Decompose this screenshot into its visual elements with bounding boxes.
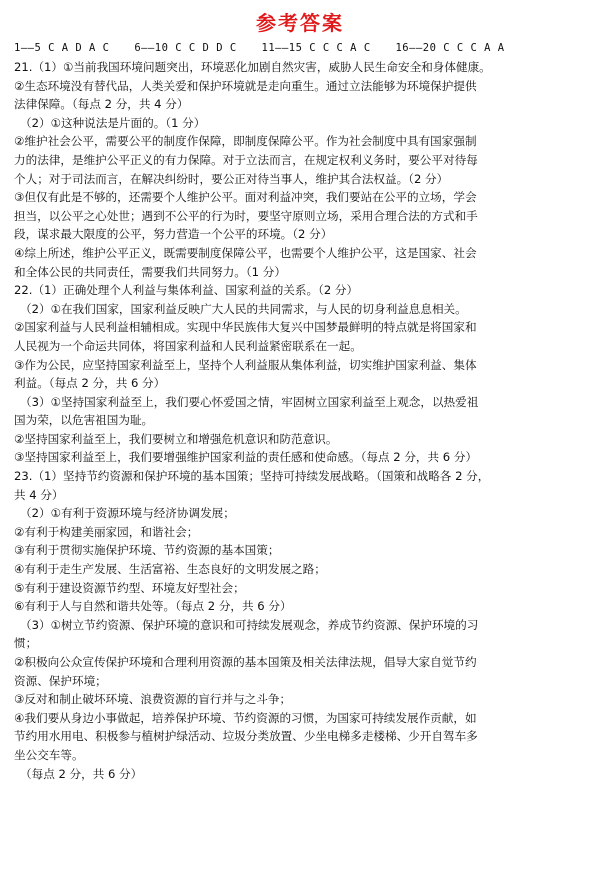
text-line: （3）①树立节约资源、保护环境的意识和可持续发展观念，养成节约资源、保护环境的习: [20, 617, 479, 632]
text-line: 22.（1）正确处理个人利益与集体利益、国家利益的关系。（2 分）: [14, 283, 359, 298]
text-line: 段，谋求最大限度的公平，努力营造一个公平的环境。（2 分）: [14, 227, 333, 242]
text-line: （每点 2 分，共 6 分）: [20, 766, 143, 781]
text-line: （2）①有利于资源环境与经济协调发展；: [20, 506, 235, 521]
answer-group: 16——20 C C C A A: [395, 42, 505, 54]
text-line: ③作为公民，应坚持国家利益至上，坚持个人利益服从集体利益，切实维护国家利益、集体: [14, 357, 477, 372]
text-line: ⑤有利于建设资源节约型、环境友好型社会；: [14, 580, 245, 595]
text-line: 国为荣，以危害祖国为耻。: [14, 413, 154, 428]
text-line: ④综上所述，维护公平正义，既需要制度保障公平，也需要个人维护公平，这是国家、社会: [14, 245, 477, 260]
answer-group: 6——10 C C D D C: [134, 42, 237, 54]
answer-body: [14, 58, 586, 783]
text-line: ③坚持国家利益至上，我们要增强维护国家利益的责任感和使命感。（每点 2 分，共 6 分）: [14, 450, 478, 465]
text-line: ⑥有利于人与自然和谐共处等。（每点 2 分，共 6 分）: [14, 599, 292, 614]
text-line: ②维护社会公平，需要公平的制度作保障，即制度保障公平。作为社会制度中具有国家强制: [14, 134, 477, 149]
text-line: ②坚持国家利益至上，我们要树立和增强危机意识和防范意识。: [14, 431, 338, 446]
answer-group: 11——15 C C C A C: [261, 42, 371, 54]
text-line: ②积极向公众宣传保护环境和合理利用资源的基本国策及相关法律法规，倡导大家自觉节约: [14, 655, 477, 669]
text-line: 担当，以公平之心处世；遇到不公平的行为时，要坚守原则立场，采用合理合法的方式和手: [14, 208, 478, 223]
text-line: ②有利于构建美丽家园，和谐社会；: [14, 524, 199, 539]
text-line: 个人；对于司法而言，在解决纠纷时，要公正对待当事人，维护其合法权益。（2 分）: [14, 171, 449, 186]
text-line: 21.（1）①当前我国环境问题突出，环境恶化加剧自然灾害，威胁人民生命安全和身体健康。: [14, 60, 491, 74]
page-title: 参考答案: [256, 11, 344, 35]
answer-group: 1——5 C A D A C: [14, 42, 110, 54]
text-line: 资源、保护环境；: [14, 673, 107, 688]
text-line: （2）①这种说法是片面的。（1 分）: [20, 115, 206, 130]
text-line: ③反对和制止破坏环境、浪费资源的盲行并与之斗争；: [14, 692, 292, 707]
text-line: 和全体公民的共同责任，需要我们共同努力。（1 分）: [14, 264, 286, 279]
text-line: 惯；: [14, 636, 38, 651]
text-line: ③但仅有此是不够的，还需要个人维护公平。面对利益冲突，我们要站在公平的立场，学会: [14, 190, 477, 205]
text-line: 人民视为一个命运共同体，将国家利益和人民利益紧密联系在一起。: [14, 338, 362, 353]
text-line: 节约用水用电、积极参与植树护绿活动、垃圾分类放置、少坐电梯多走楼梯、少开自驾车多: [14, 729, 478, 744]
text-line: 23.（1）坚持节约资源和保护环境的基本国策；坚持可持续发展战略。（国策和战略各 2 分，: [14, 469, 490, 484]
text-line: ②国家利益与人民利益相辅相成。实现中华民族伟大复兴中国梦最鲜明的特点就是将国家和: [14, 320, 477, 335]
text-line: 法律保障。（每点 2 分，共 4 分）: [14, 97, 189, 112]
text-line: 共 4 分）: [14, 487, 64, 502]
text-line: 力的法律，是维护公平正义的有力保障。对于立法而言，在规定权利义务时，要公平对待每: [14, 152, 478, 167]
text-line: （3）①坚持国家利益至上，我们要心怀爱国之情，牢固树立国家利益至上观念，以热爱祖: [20, 394, 479, 409]
text-line: ④有利于走生产发展、生活富裕、生态良好的文明发展之路；: [14, 562, 326, 577]
text-line: 利益。（每点 2 分，共 6 分）: [14, 376, 166, 391]
text-line: ④我们要从身边小事做起，培养保护环境、节约资源的习惯，为国家可持续发展作贡献，如: [14, 710, 477, 725]
multiple-choice-answers: [14, 42, 586, 54]
text-line: 坐公交车等。: [14, 747, 84, 762]
text-line: ③有利于贯彻实施保护环境、节约资源的基本国策；: [14, 543, 280, 558]
text-line: （2）①在我们国家，国家利益反映广大人民的共同需求，与人民的切身利益息息相关。: [20, 301, 467, 316]
text-line: ②生态环境没有替代品，人类关爱和保护环境就是走向重生。通过立法能够为环境保护提供: [14, 78, 477, 93]
